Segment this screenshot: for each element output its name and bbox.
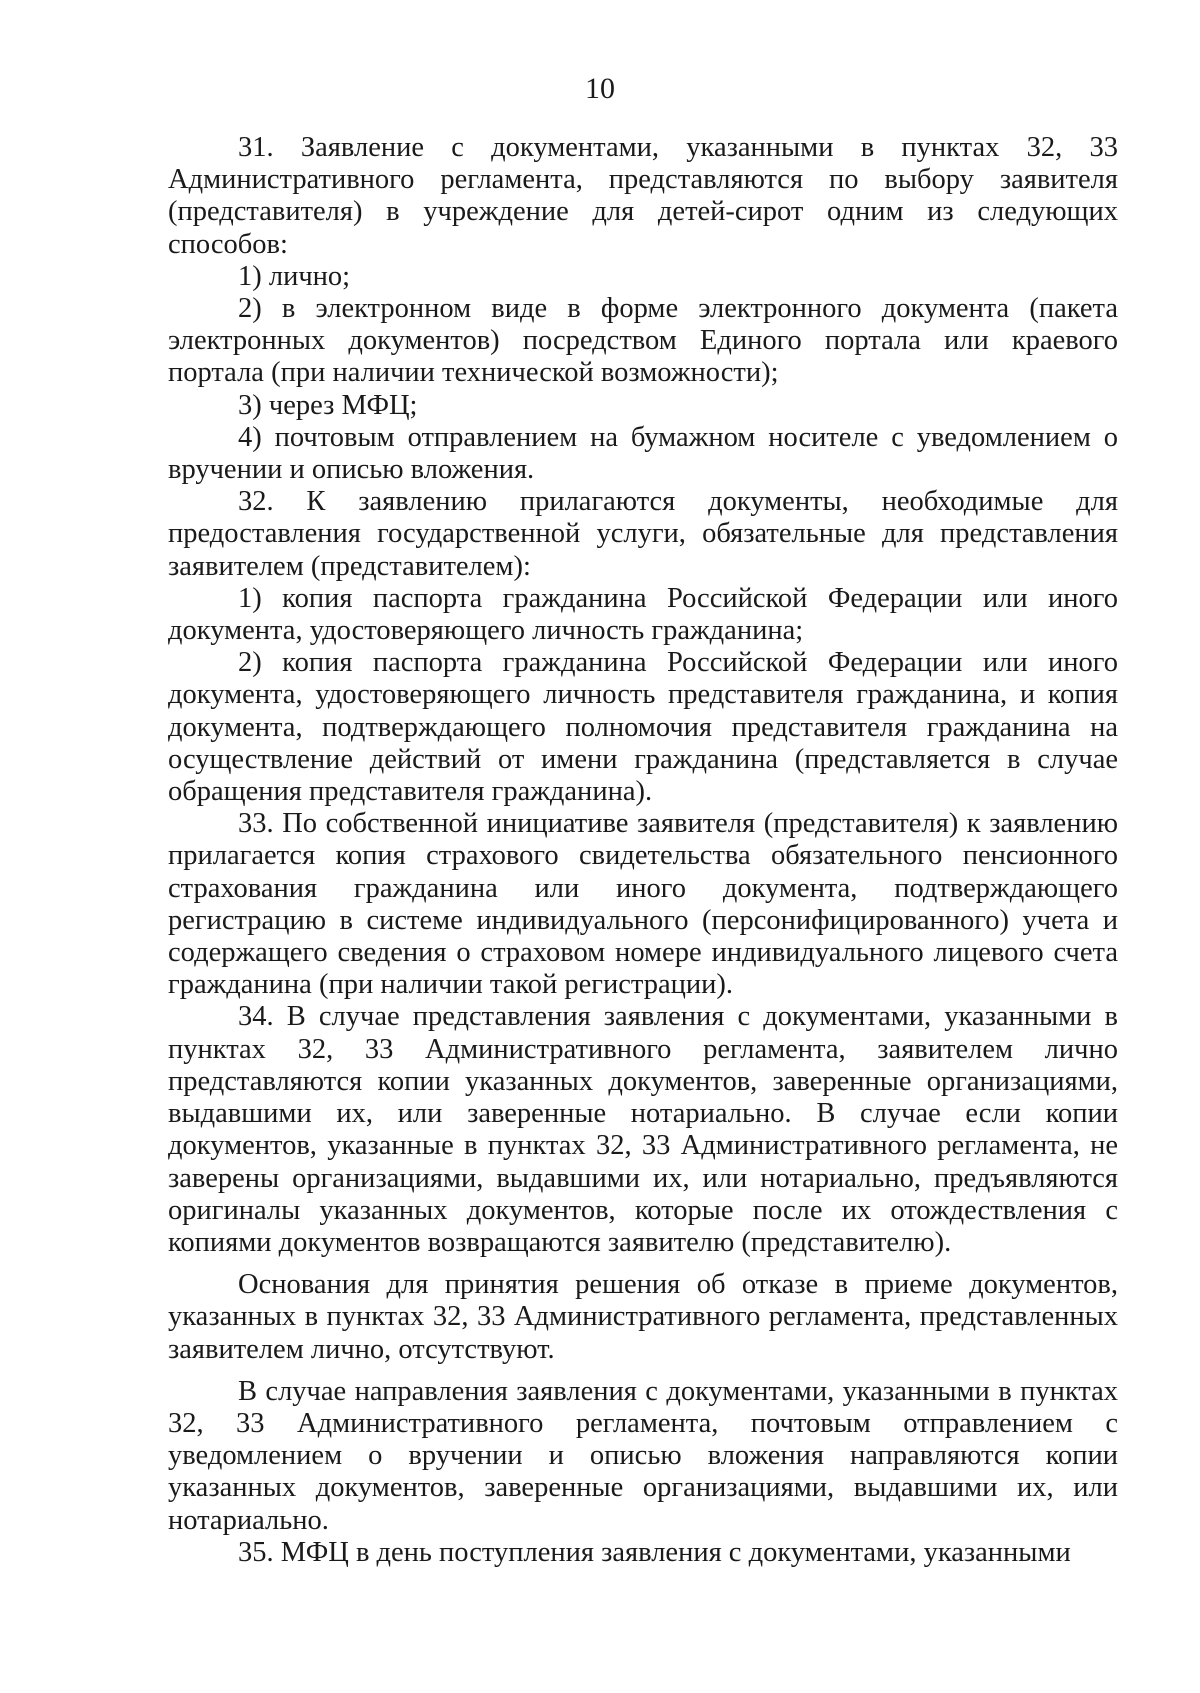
paragraph-35: 35. МФЦ в день поступления заявления с документами, указанными xyxy=(238,1536,1071,1568)
list-item-3: 3) через МФЦ; xyxy=(238,389,418,421)
paragraph-34: 34. В случае представления заявления с документами, указанными в пунктах 32, 33 Административного регламента, заявителем лично представляются копии указанных документов, заверенные организациями, выдавшими их, или заверенные нотариально. В случае если копии документов, указанные в пунктах 32, 33 Административного регламента, не заверены организациями, выдавшими их, или нотариально, предъявляются оригиналы указанных документов, которые после их отождествления с копиями документов возвращаются заявителю (представителю). xyxy=(168,1001,1118,1258)
paragraph-postal-submission: В случае направления заявления с документами, указанными в пунктах 32, 33 Административного регламента, почтовым отправлением с уведомлением о вручении и описью вложения направляются копии указанных документов, заверенные организациями, выдавшими их, или нотариально. xyxy=(168,1375,1118,1536)
list-item-1: 1) лично; xyxy=(238,260,351,292)
paragraph-31: 31. Заявление с документами, указанными в пунктах 32, 33 Административного регламента, представляются по выбору заявителя (представителя) в учреждение для детей-сирот одним из следующих способов: xyxy=(168,132,1118,260)
list-item-4: 4) почтовым отправлением на бумажном носителе с уведомлением о вручении и описью вложения. xyxy=(168,421,1118,486)
list-item-2: 2) копия паспорта гражданина Российской Федерации или иного документа, удостоверяющего личность представителя гражданина, и копия документа, подтверждающего полномочия представителя гражданина на осуществление действий от имени гражданина (представляется в случае обращения представителя гражданина). xyxy=(168,647,1118,808)
paragraph-refusal-grounds: Основания для принятия решения об отказе в приеме документов, указанных в пунктах 32, 33 Административного регламента, представленных заявителем лично, отсутствуют. xyxy=(168,1269,1118,1365)
list-item-1: 1) копия паспорта гражданина Российской Федерации или иного документа, удостоверяющего личность гражданина; xyxy=(168,582,1118,647)
paragraph-33: 33. По собственной инициативе заявителя (представителя) к заявлению прилагается копия страхового свидетельства обязательного пенсионного страхования гражданина или иного документа, подтверждающего регистрацию в системе индивидуального (персонифицированного) учета и содержащего сведения о страховом номере индивидуального лицевого счета гражданина (при наличии такой регистрации). xyxy=(168,808,1118,1001)
list-item-2: 2) в электронном виде в форме электронного документа (пакета электронных документов) посредством Единого портала или краевого портала (при наличии технической возможности); xyxy=(168,293,1118,389)
page-number: 10 xyxy=(585,72,615,105)
paragraph-32: 32. К заявлению прилагаются документы, необходимые для предоставления государственной услуги, обязательные для представления заявителем (представителем): xyxy=(168,486,1118,582)
document-body xyxy=(168,132,1118,1569)
